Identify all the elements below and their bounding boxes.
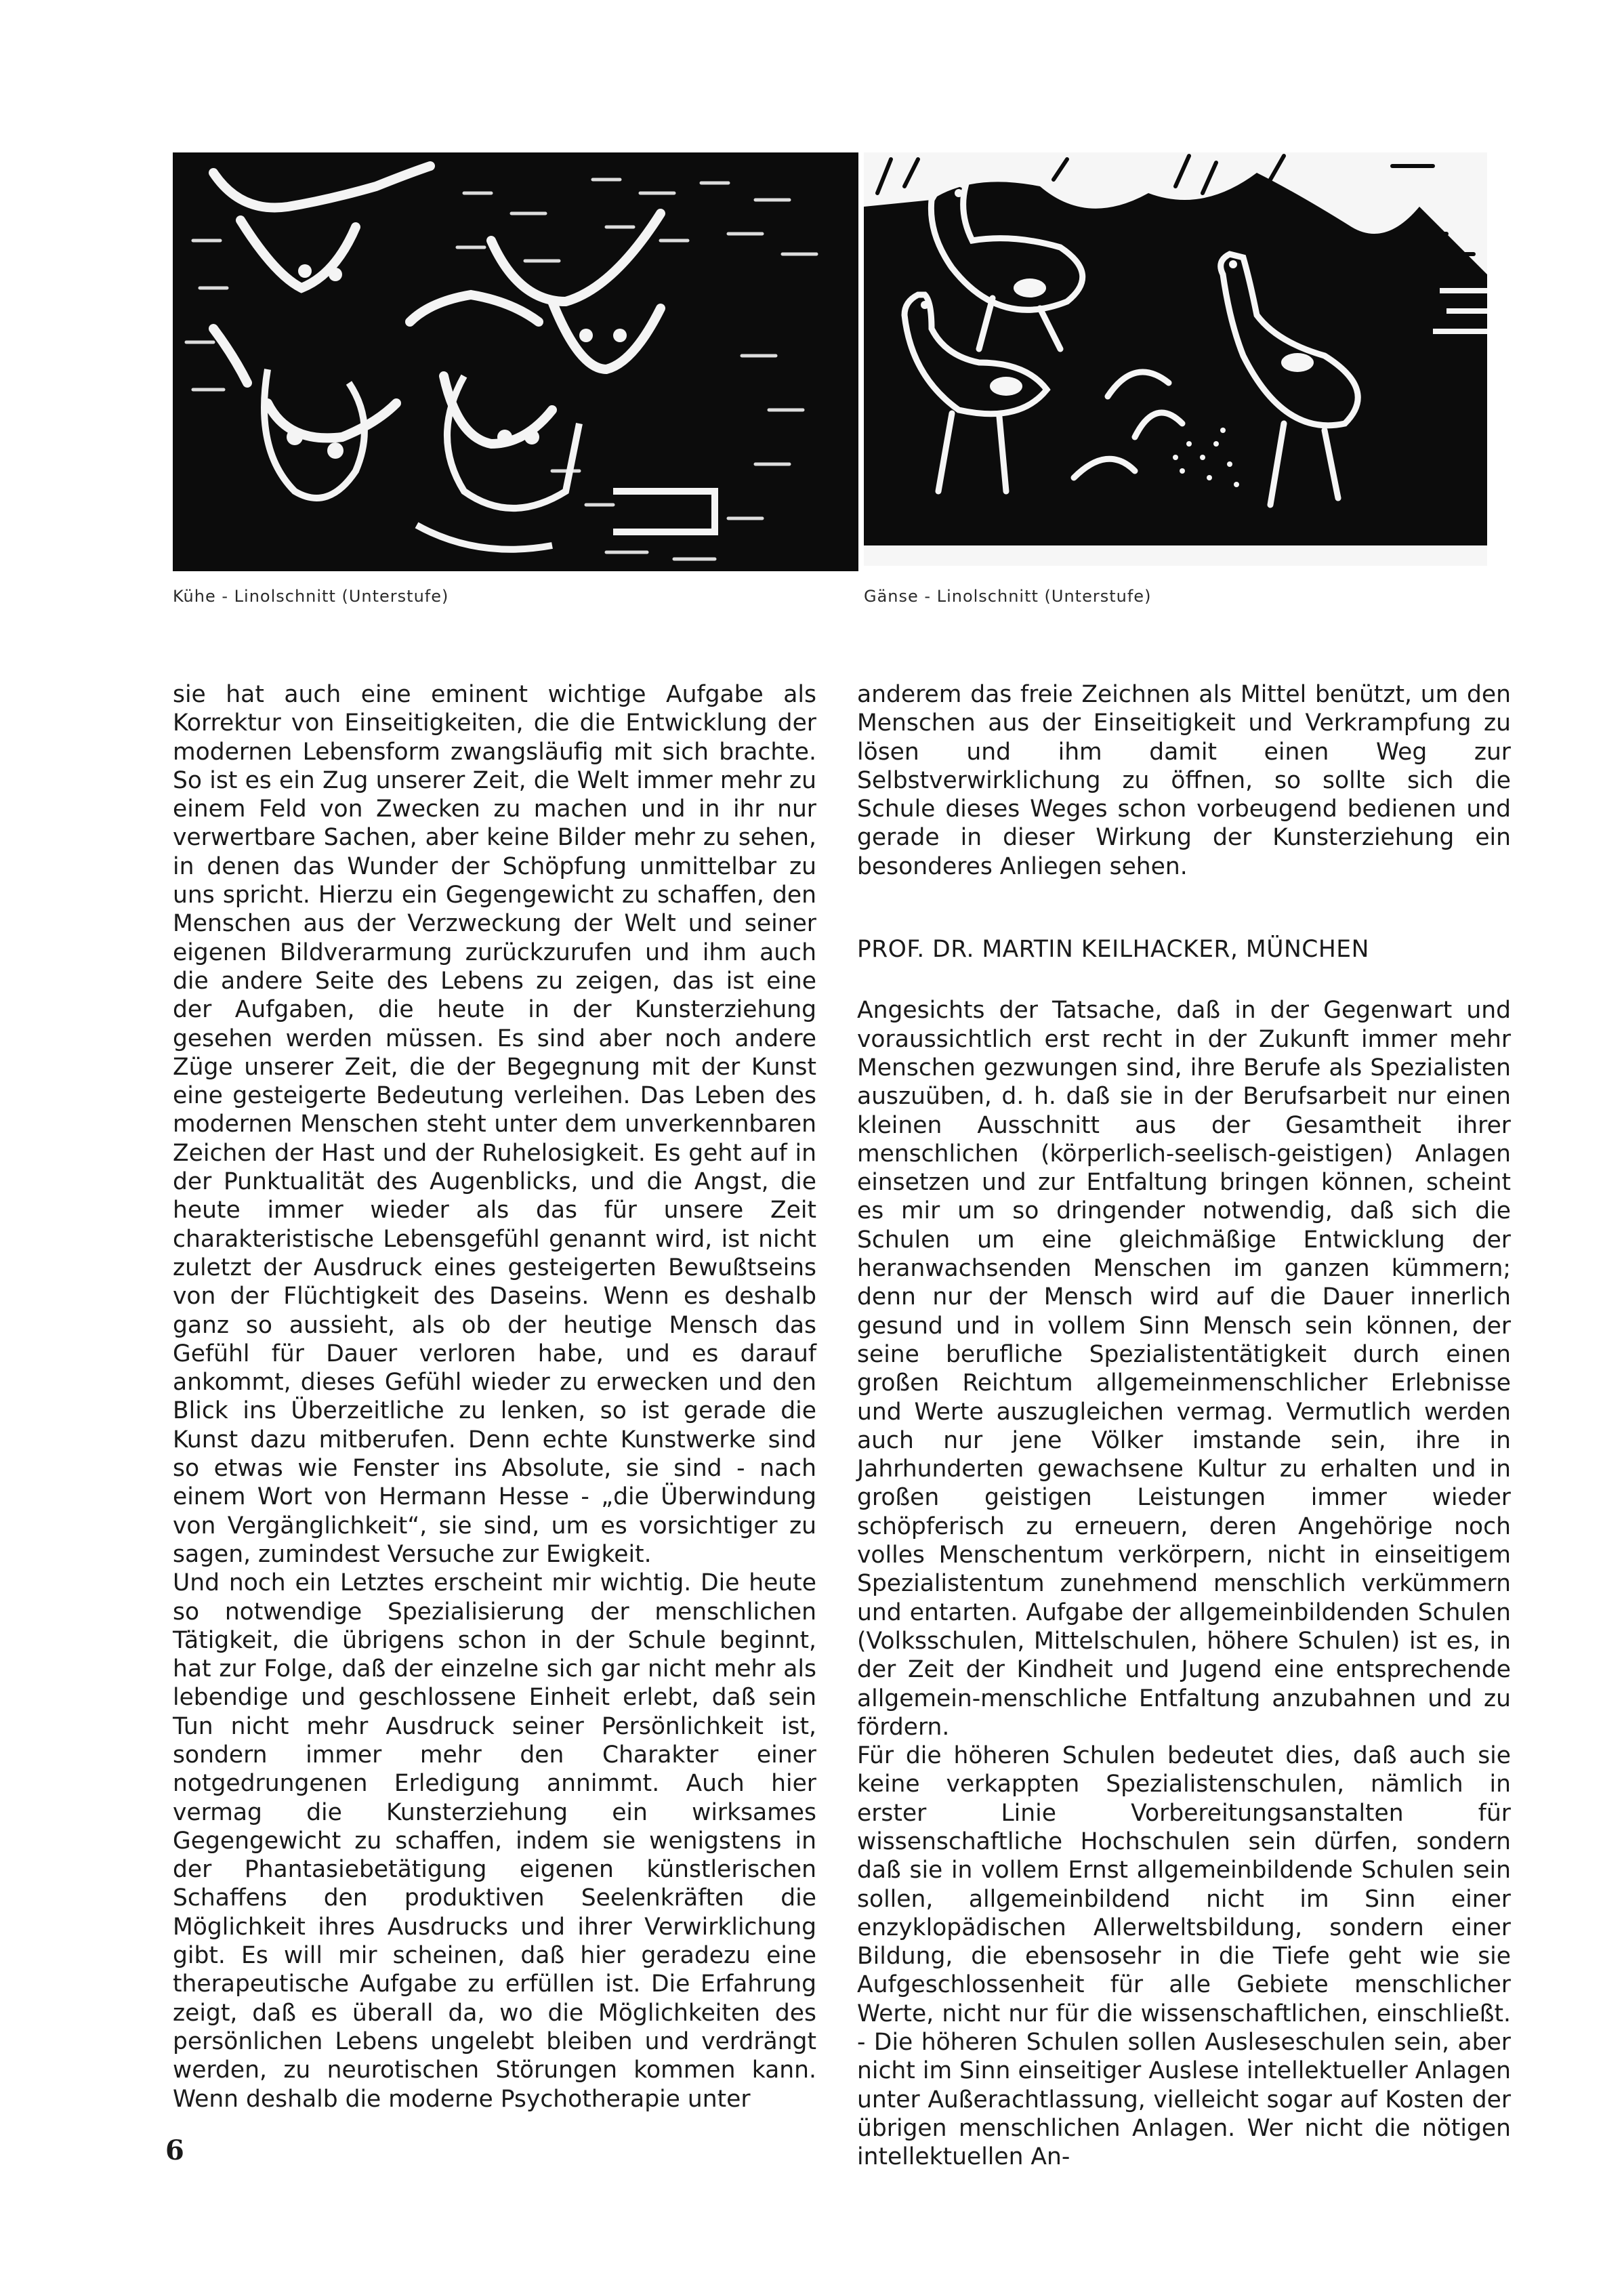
geese-linocut-image [864,152,1487,566]
right-paragraph-1: Angesichts der Tatsache, daß in der Gegenwart und voraussichtlich erst recht in der Zukunft immer mehr Menschen gezwungen sind, ihre Berufe als Spezialisten auszuüben, d. h. daß sie in der Berufsarbeit nur einen kleinen Ausschnitt aus der Gesamtheit ihrer menschlichen (körperlich-seelisch-geistigen) Anlagen einsetzen und zur Entfaltung bringen können, scheint es mir um so dringender notwendig, daß sich die Schulen um eine gleichmäßige Entwicklung der heranwachsenden Menschen im ganzen kümmern; denn nur der Mensch wird auf die Dauer innerlich gesund und in vollem Sinn Mensch sein können, der seine berufliche Spezialistentätigkeit durch einen großen Reichtum allgemeinmenschlicher Erlebnisse und Werte auszugleichen vermag. Vermutlich werden auch nur jene Völker imstande sein, ihre in Jahrhunderten gewachsene Kultur zu erhalten und in großen geistigen Leistungen immer wieder schöpferisch zu erneuern, deren Angehörige noch volles Menschentum verkörpern, nicht in einseitigem Spezialistentum zunehmend menschlich verkümmern und entarten. Aufgabe der allgemeinbildenden Schulen (Volksschulen, Mittelschulen, höhere Schulen) ist es, in der Zeit der Kindheit und Jugend eine entsprechende allgemein-menschliche Entfaltung anzubahnen und zu fördern. [857,997,1511,1741]
figure-caption-cows: Kühe - Linolschnitt (Unterstufe) [173,587,449,606]
cows-linocut-image [173,152,858,571]
right-intro-paragraph: anderem das freie Zeichnen als Mittel benützt, um den Menschen aus der Einseitigkeit und Verkrampfung zu lösen und ihm damit einen Weg zur Selbstverwirklichung zu öffnen, so sollte sich die Schule dieses Weges schon vorbeugend bedienen und gerade in dieser Wirkung der Kunsterziehung ein besonderes Anliegen sehen. [857,681,1511,880]
page-number: 6 [165,2134,184,2166]
right-text-column [857,680,1511,2172]
author-heading: PROF. DR. MARTIN KEILHACKER, MÜNCHEN [857,936,1369,964]
geese-linocut-figure [864,152,1487,566]
figure-caption-geese: Gänse - Linolschnitt (Unterstufe) [864,587,1152,606]
right-paragraph-2: Für die höheren Schulen bedeutet dies, daß auch sie keine verkappten Spezialistenschulen, nämlich in erster Linie Vorbereitungsanstalten für wissenschaftliche Hochschulen sein dürfen, sondern daß sie in vollem Ernst allgemeinbildende Schulen sein sollen, allgemeinbildend nicht im Sinn einer enzyklopädischen Allerweltsbildung, sondern einer Bildung, die ebensosehr in die Tiefe geht wie sie Aufgeschlossenheit für alle Gebiete menschlicher Werte, nicht nur für die wissenschaftlichen, einschließt. - Die höheren Schulen sollen Ausleseschulen sein, aber nicht im Sinn einseitiger Auslese intellektueller Anlagen unter Außerachtlassung, vielleicht sogar auf Kosten der übrigen menschlichen Anlagen. Wer nicht die nötigen intellektuellen An- [857,1742,1511,2171]
left-paragraph-2: Und noch ein Letztes erscheint mir wichtig. Die heute so notwendige Spezialisierung der menschlichen Tätigkeit, die übrigens schon in der Schule beginnt, hat zur Folge, daß der einzelne sich gar nicht mehr als lebendige und geschlossene Einheit erlebt, daß sein Tun nicht mehr Ausdruck seiner Persönlichkeit ist, sondern immer mehr den Charakter einer notgedrungenen Erledigung annimmt. Auch hier vermag die Kunsterziehung ein wirksames Gegengewicht zu schaffen, indem sie wenigstens in der Phantasiebetätigung eigenen künstlerischen Schaffens den produktiven Seelenkräften die Möglichkeit ihres Ausdrucks und ihrer Verwirklichung gibt. Es will mir scheinen, daß hier geradezu eine therapeutische Aufgabe zu erfüllen ist. Die Erfahrung zeigt, daß es überall da, wo die Möglichkeiten des persönlichen Lebens ungelebt bleiben und verdrängt werden, zu neurotischen Störungen kommen kann. Wenn deshalb die moderne Psychotherapie unter [173,1569,816,2113]
cows-linocut-figure [173,152,858,571]
left-paragraph-1: sie hat auch eine eminent wichtige Aufgabe als Korrektur von Einseitigkeiten, die die Entwicklung der modernen Lebensform zwangsläufig mit sich brachte. So ist es ein Zug unserer Zeit, die Welt immer mehr zu einem Feld von Zwecken zu machen und in ihr nur verwertbare Sachen, aber keine Bilder mehr zu sehen, in denen das Wunder der Schöpfung unmittelbar zu uns spricht. Hierzu ein Gegengewicht zu schaffen, den Menschen aus der Verzweckung der Welt und seiner eigenen Bildverarmung zurückzurufen und ihm auch die andere Seite des Lebens zu zeigen, das ist eine der Aufgaben, die heute in der Kunsterziehung gesehen werden müssen. Es sind aber noch andere Züge unserer Zeit, die der Begegnung mit der Kunst eine gesteigerte Bedeutung verleihen. Das Leben des modernen Menschen steht unter dem unverkennbaren Zeichen der Hast und der Ruhelosigkeit. Es geht auf in der Punktualität des Augenblicks, und die Angst, die heute immer wieder als das für unsere Zeit charakteristische Lebensgefühl genannt wird, ist nicht zuletzt der Ausdruck eines gesteigerten Bewußtseins von der Flüchtigkeit des Daseins. Wenn es deshalb ganz so aussieht, als ob der heutige Mensch das Gefühl für Dauer verloren habe, und es darauf ankommt, dieses Gefühl wieder zu erwecken und den Blick ins Überzeitliche zu lenken, so ist gerade die Kunst dazu mitberufen. Denn echte Kunstwerke sind so etwas wie Fenster ins Absolute, sie sind - nach einem Wort von Hermann Hesse - „die Überwindung von Vergänglichkeit“, sie sind, um es vorsichtiger zu sagen, zumindest Versuche zur Ewigkeit. [173,681,816,1568]
left-text-column [173,680,816,2113]
